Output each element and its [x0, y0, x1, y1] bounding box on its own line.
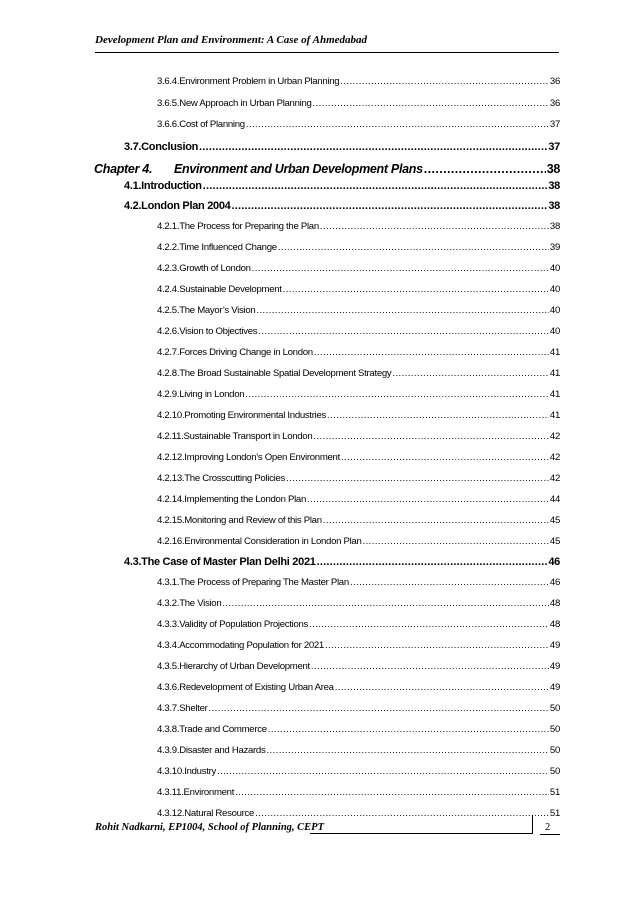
toc-entry-page: 50 — [549, 745, 560, 756]
toc-entry-page: 38 — [546, 162, 560, 176]
toc-entry-page: 50 — [549, 724, 560, 735]
toc-entry[interactable] — [157, 494, 560, 505]
toc-entry-page: 36 — [549, 98, 560, 109]
toc-entry[interactable] — [157, 640, 560, 651]
toc-entry[interactable] — [157, 703, 560, 714]
toc-entry[interactable] — [157, 808, 560, 819]
toc-entry[interactable] — [157, 119, 560, 130]
toc-leader-dots — [266, 745, 548, 756]
toc-entry-page: 37 — [549, 119, 560, 130]
toc-entry-label: 4.1.Introduction — [124, 180, 202, 192]
toc-leader-dots — [341, 452, 549, 463]
toc-entry-page: 42 — [549, 431, 560, 442]
toc-leader-dots — [323, 515, 549, 526]
page-number: 2 — [545, 822, 551, 833]
toc-entry-page: 46 — [549, 577, 560, 588]
toc-entry[interactable] — [157, 536, 560, 547]
toc-entry[interactable] — [157, 389, 560, 400]
toc-entry-page: 41 — [549, 347, 560, 358]
toc-entry-label: 4.2.15.Monitoring and Review of this Plan — [157, 515, 322, 526]
toc-leader-dots — [245, 389, 549, 400]
toc-leader-dots — [309, 619, 549, 630]
toc-entry[interactable] — [157, 221, 560, 232]
toc-chapter-number: Chapter 4. — [94, 162, 153, 176]
toc-entry-label: 4.2.6.Vision to Objectives — [157, 326, 258, 337]
toc-entry-label: 4.3.8.Trade and Commerce — [157, 724, 267, 735]
toc-leader-dots — [350, 577, 549, 588]
toc-leader-dots — [311, 661, 549, 672]
toc-leader-dots — [278, 242, 549, 253]
toc-leader-dots — [231, 200, 547, 212]
toc-entry[interactable] — [157, 682, 560, 693]
toc-entry-label: 4.2.12.Improving London’s Open Environment — [157, 452, 340, 463]
toc-entry-label: 4.3.1.The Process of Preparing The Master Plan — [157, 577, 349, 588]
toc-leader-dots — [313, 431, 549, 442]
toc-entry-page: 42 — [549, 473, 560, 484]
toc-entry-page: 45 — [549, 515, 560, 526]
toc-entry-label: 3.7.Conclusion — [124, 141, 199, 153]
toc-entry-label: 4.3.9.Disaster and Hazards — [157, 745, 266, 756]
toc-entry[interactable] — [157, 242, 560, 253]
toc-entry-page: 41 — [549, 368, 560, 379]
toc-entry[interactable] — [157, 326, 560, 337]
toc-leader-dots — [203, 180, 548, 192]
toc-entry[interactable] — [157, 76, 560, 87]
toc-entry[interactable] — [157, 368, 560, 379]
toc-entry-page: 49 — [549, 640, 560, 651]
toc-leader-dots — [314, 347, 549, 358]
toc-entry-label: 4.3.7.Shelter — [157, 703, 208, 714]
toc-leader-dots — [325, 640, 549, 651]
toc-leader-dots — [283, 284, 549, 295]
toc-entry-label: 4.2.3.Growth of London — [157, 263, 251, 274]
toc-entry-label: 3.6.5.New Approach in Urban Planning — [157, 98, 312, 109]
toc-entry[interactable] — [157, 745, 560, 756]
toc-leader-dots — [268, 724, 549, 735]
toc-entry-label: 4.2.2.Time Influenced Change — [157, 242, 277, 253]
toc-leader-dots — [286, 473, 549, 484]
footer-rule — [310, 833, 532, 834]
toc-entry-label: 4.2.11.Sustainable Transport in London — [157, 431, 313, 442]
toc-entry-page: 38 — [549, 221, 560, 232]
toc-entry-page: 51 — [549, 787, 560, 798]
toc-entry-label: 4.2.8.The Broad Sustainable Spatial Development Strategy — [157, 368, 392, 379]
toc-leader-dots — [327, 410, 549, 421]
toc-entry[interactable] — [157, 431, 560, 442]
toc-entry-label: 4.3.10.Industry — [157, 766, 216, 777]
toc-entry-label: 4.2.1.The Process for Preparing the Plan — [157, 221, 319, 232]
toc-leader-dots — [313, 98, 549, 109]
header-rule — [95, 52, 559, 53]
toc-entry-page: 38 — [548, 180, 560, 192]
toc-leader-dots — [340, 76, 549, 87]
toc-entry-label: 4.2.16.Environmental Consideration in London Plan — [157, 536, 362, 547]
toc-leader-dots — [256, 305, 549, 316]
toc-leader-dots — [199, 141, 547, 153]
toc-entry-page: 38 — [548, 200, 560, 212]
toc-entry[interactable] — [157, 766, 560, 777]
toc-entry-page: 40 — [549, 326, 560, 337]
toc-entry[interactable] — [157, 305, 560, 316]
toc-entry-label: 4.3.The Case of Master Plan Delhi 2021 — [124, 556, 316, 568]
toc-entry[interactable] — [124, 180, 560, 192]
footer-author: Rohit Nadkarni, EP1004, School of Planning, CEPT — [95, 822, 325, 833]
toc-entry[interactable] — [124, 556, 560, 568]
toc-entry-label: 4.2.London Plan 2004 — [124, 200, 231, 212]
toc-entry-page: 36 — [549, 76, 560, 87]
toc-entry[interactable] — [157, 577, 560, 588]
toc-leader-dots — [363, 536, 549, 547]
toc-entry-label: Environment and Urban Development Plans — [174, 162, 423, 176]
toc-entry-page: 41 — [549, 410, 560, 421]
toc-entry-page: 42 — [549, 452, 560, 463]
toc-entry-label: 4.2.5.The Mayor’s Vision — [157, 305, 256, 316]
toc-entry-page: 46 — [548, 556, 560, 568]
toc-entry-page: 39 — [549, 242, 560, 253]
toc-entry[interactable] — [157, 598, 560, 609]
toc-entry[interactable] — [157, 263, 560, 274]
toc-entry-label: 4.3.2.The Vision — [157, 598, 222, 609]
toc-leader-dots — [335, 682, 549, 693]
toc-entry-page: 44 — [549, 494, 560, 505]
toc-entry-label: 3.6.6.Cost of Planning — [157, 119, 245, 130]
toc-leader-dots — [252, 263, 549, 274]
toc-entry-page: 48 — [549, 619, 560, 630]
toc-entry[interactable] — [124, 141, 560, 153]
toc-entry[interactable] — [157, 452, 560, 463]
toc-leader-dots — [209, 703, 549, 714]
toc-entry-page: 49 — [549, 661, 560, 672]
toc-entry-page: 40 — [549, 305, 560, 316]
toc-entry[interactable] — [157, 787, 560, 798]
toc-leader-dots — [255, 808, 549, 819]
toc-entry-page: 40 — [549, 263, 560, 274]
toc-entry[interactable] — [157, 473, 560, 484]
toc-leader-dots — [307, 494, 549, 505]
toc-entry-page: 41 — [549, 389, 560, 400]
toc-leader-dots — [392, 368, 549, 379]
toc-entry-page: 50 — [549, 766, 560, 777]
page-number-rule — [540, 834, 560, 835]
toc-chapter-entry[interactable] — [94, 162, 560, 176]
toc-entry[interactable] — [157, 98, 560, 109]
toc-leader-dots — [235, 787, 549, 798]
toc-entry-page: 37 — [548, 141, 560, 153]
toc-entry-label: 4.3.5.Hierarchy of Urban Development — [157, 661, 310, 672]
toc-entry-label: 4.3.11.Environment — [157, 787, 235, 798]
toc-entry-label: 4.2.7.Forces Driving Change in London — [157, 347, 313, 358]
toc-entry-label: 4.2.4.Sustainable Development — [157, 284, 282, 295]
toc-entry-page: 50 — [549, 703, 560, 714]
toc-entry-label: 4.2.14.Implementing the London Plan — [157, 494, 306, 505]
toc-entry-label: 4.3.4.Accommodating Population for 2021 — [157, 640, 324, 651]
toc-entry[interactable] — [157, 661, 560, 672]
toc-entry[interactable] — [124, 200, 560, 212]
toc-entry[interactable] — [157, 410, 560, 421]
toc-leader-dots — [258, 326, 549, 337]
toc-entry-label: 4.3.6.Redevelopment of Existing Urban Area — [157, 682, 334, 693]
toc-entry[interactable] — [157, 619, 560, 630]
toc-leader-dots — [217, 766, 549, 777]
toc-entry-label: 3.6.4.Environment Problem in Urban Planning — [157, 76, 340, 87]
toc-entry-label: 4.2.10.Promoting Environmental Industries — [157, 410, 327, 421]
footer-divider — [532, 815, 533, 834]
running-header: Development Plan and Environment: A Case of Ahmedabad — [95, 34, 368, 46]
toc-entry-label: 4.3.3.Validity of Population Projections — [157, 619, 309, 630]
toc-leader-dots — [317, 556, 548, 568]
toc-entry-label: 4.3.12.Natural Resource — [157, 808, 255, 819]
toc-leader-dots — [424, 162, 546, 176]
toc-entry[interactable] — [157, 347, 560, 358]
toc-leader-dots — [222, 598, 549, 609]
toc-entry-page: 40 — [549, 284, 560, 295]
toc-entry-page: 51 — [549, 808, 560, 819]
toc-entry-page: 49 — [549, 682, 560, 693]
toc-entry-label: 4.2.13.The Crosscutting Policies — [157, 473, 285, 484]
toc-leader-dots — [246, 119, 549, 130]
toc-entry[interactable] — [157, 284, 560, 295]
toc-leader-dots — [320, 221, 549, 232]
toc-entry-page: 45 — [549, 536, 560, 547]
toc-entry[interactable] — [157, 724, 560, 735]
toc-entry-label: 4.2.9.Living in London — [157, 389, 245, 400]
toc-entry[interactable] — [157, 515, 560, 526]
toc-entry-page: 48 — [549, 598, 560, 609]
